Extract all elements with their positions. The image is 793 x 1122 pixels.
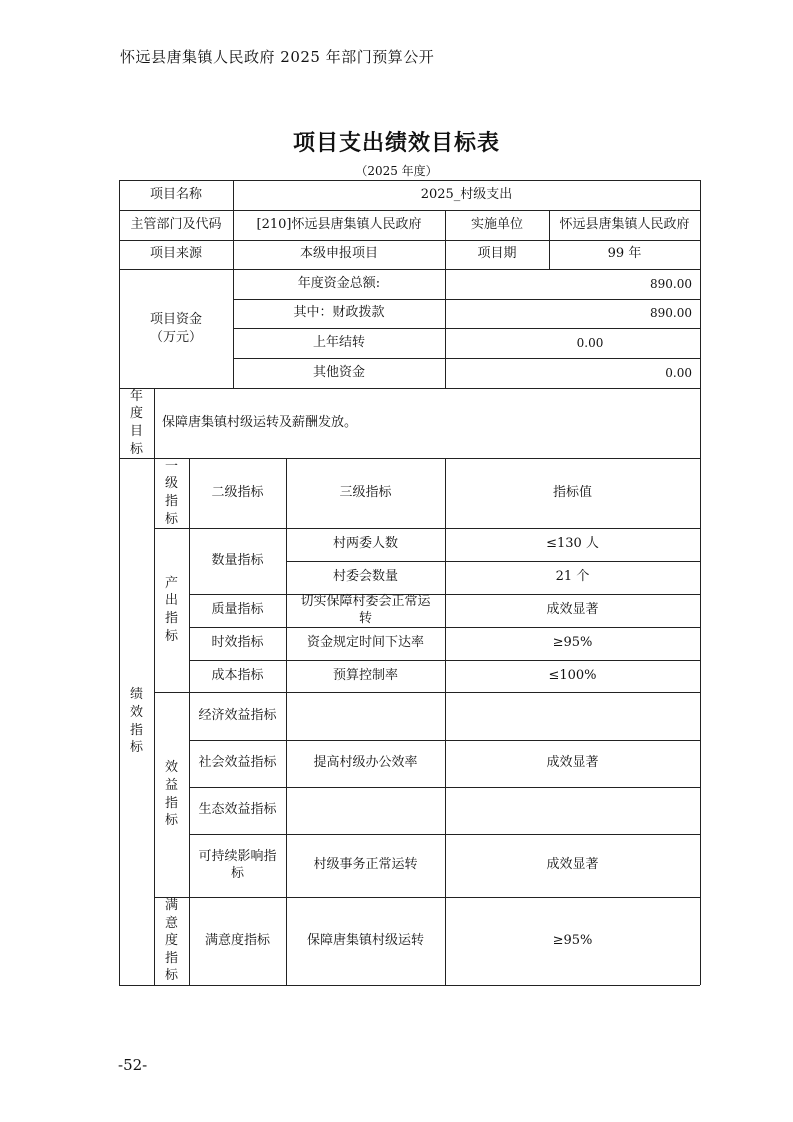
output-indicators-label: 产 出 指 标 bbox=[164, 575, 178, 644]
carry-funds-label: 上年结转 bbox=[312, 334, 365, 350]
funds-label-line2: （万元） bbox=[149, 329, 202, 345]
total-funds-label: 年度资金总额: bbox=[297, 275, 381, 291]
quality-value: 成效显著 bbox=[546, 602, 599, 618]
funds-label bbox=[119, 269, 233, 388]
fiscal-funds-label: 其中：财政拨款 bbox=[293, 305, 385, 321]
quantity-item-2: 村委会数量 bbox=[332, 569, 398, 585]
period-label: 项目期 bbox=[477, 246, 517, 262]
quality-item: 切实保障村委会正常运转 bbox=[300, 594, 431, 626]
document-header: 怀远县唐集镇人民政府 2025 年部门预算公开 bbox=[120, 48, 435, 66]
satisfaction-value: ≥95% bbox=[552, 932, 593, 948]
quantity-indicator: 数量指标 bbox=[211, 552, 264, 568]
other-funds-value: 0.00 bbox=[665, 365, 692, 380]
social-benefit-indicator: 社会效益指标 bbox=[198, 755, 277, 771]
quantity-value-1: ≤130 人 bbox=[546, 536, 599, 552]
ecological-benefit-indicator: 生态效益指标 bbox=[198, 802, 277, 818]
cost-indicator: 成本指标 bbox=[211, 667, 264, 683]
quantity-value-2: 21 个 bbox=[555, 569, 590, 585]
carry-funds-value: 0.00 bbox=[576, 335, 604, 350]
benefit-indicators-label: 效 益 指 标 bbox=[164, 760, 178, 829]
project-name-value: 2025_村级支出 bbox=[420, 186, 513, 202]
quality-indicator: 质量指标 bbox=[211, 602, 264, 618]
cost-value: ≤100% bbox=[548, 667, 597, 683]
social-benefit-value: 成效显著 bbox=[546, 755, 599, 771]
quantity-item-1: 村两委人数 bbox=[332, 536, 398, 552]
page-number: -52- bbox=[118, 1056, 148, 1074]
annual-goal-text: 保障唐集镇村级运转及薪酬发放。 bbox=[162, 414, 358, 430]
timeliness-indicator: 时效指标 bbox=[211, 635, 264, 651]
sustainability-value: 成效显著 bbox=[546, 857, 599, 873]
page-title: 项目支出绩效目标表 bbox=[292, 130, 500, 156]
impl-label: 实施单位 bbox=[470, 216, 523, 232]
level2-header: 二级指标 bbox=[211, 484, 264, 500]
annual-goal-label: 年 度 目 标 bbox=[129, 388, 143, 457]
period-value: 99 年 bbox=[607, 246, 642, 262]
satisfaction-item: 保障唐集镇村级运转 bbox=[306, 932, 424, 948]
impl-value: 怀远县唐集镇人民政府 bbox=[559, 216, 690, 232]
dept-value: [210]怀远县唐集镇人民政府 bbox=[256, 216, 422, 232]
satisfaction-indicator: 满意度指标 bbox=[204, 932, 270, 948]
source-label: 项目来源 bbox=[149, 246, 202, 262]
economic-benefit-indicator: 经济效益指标 bbox=[198, 707, 277, 723]
sustainability-item: 村级事务正常运转 bbox=[313, 857, 418, 873]
sustainability-indicator: 可持续影响指标 bbox=[198, 849, 277, 881]
value-header: 指标值 bbox=[552, 484, 592, 500]
other-funds-label: 其他资金 bbox=[312, 364, 365, 380]
total-funds-value: 890.00 bbox=[650, 276, 692, 291]
timeliness-item: 资金规定时间下达率 bbox=[306, 635, 424, 651]
timeliness-value: ≥95% bbox=[552, 635, 593, 651]
year-label: （2025 年度） bbox=[355, 164, 438, 178]
project-name-label: 项目名称 bbox=[149, 186, 202, 202]
dept-label: 主管部门及代码 bbox=[130, 216, 222, 232]
level1-header: 一 级 指 标 bbox=[164, 458, 178, 527]
performance-label: 绩 效 指 标 bbox=[129, 687, 143, 756]
fiscal-funds-value: 890.00 bbox=[650, 306, 692, 320]
social-benefit-item: 提高村级办公效率 bbox=[313, 755, 418, 771]
cost-item: 预算控制率 bbox=[332, 667, 398, 683]
satisfaction-label: 满 意 度 指 标 bbox=[164, 898, 178, 984]
funds-label-line1: 项目资金 bbox=[149, 311, 202, 327]
level3-header: 三级指标 bbox=[339, 484, 392, 500]
source-value: 本级申报项目 bbox=[299, 246, 378, 262]
